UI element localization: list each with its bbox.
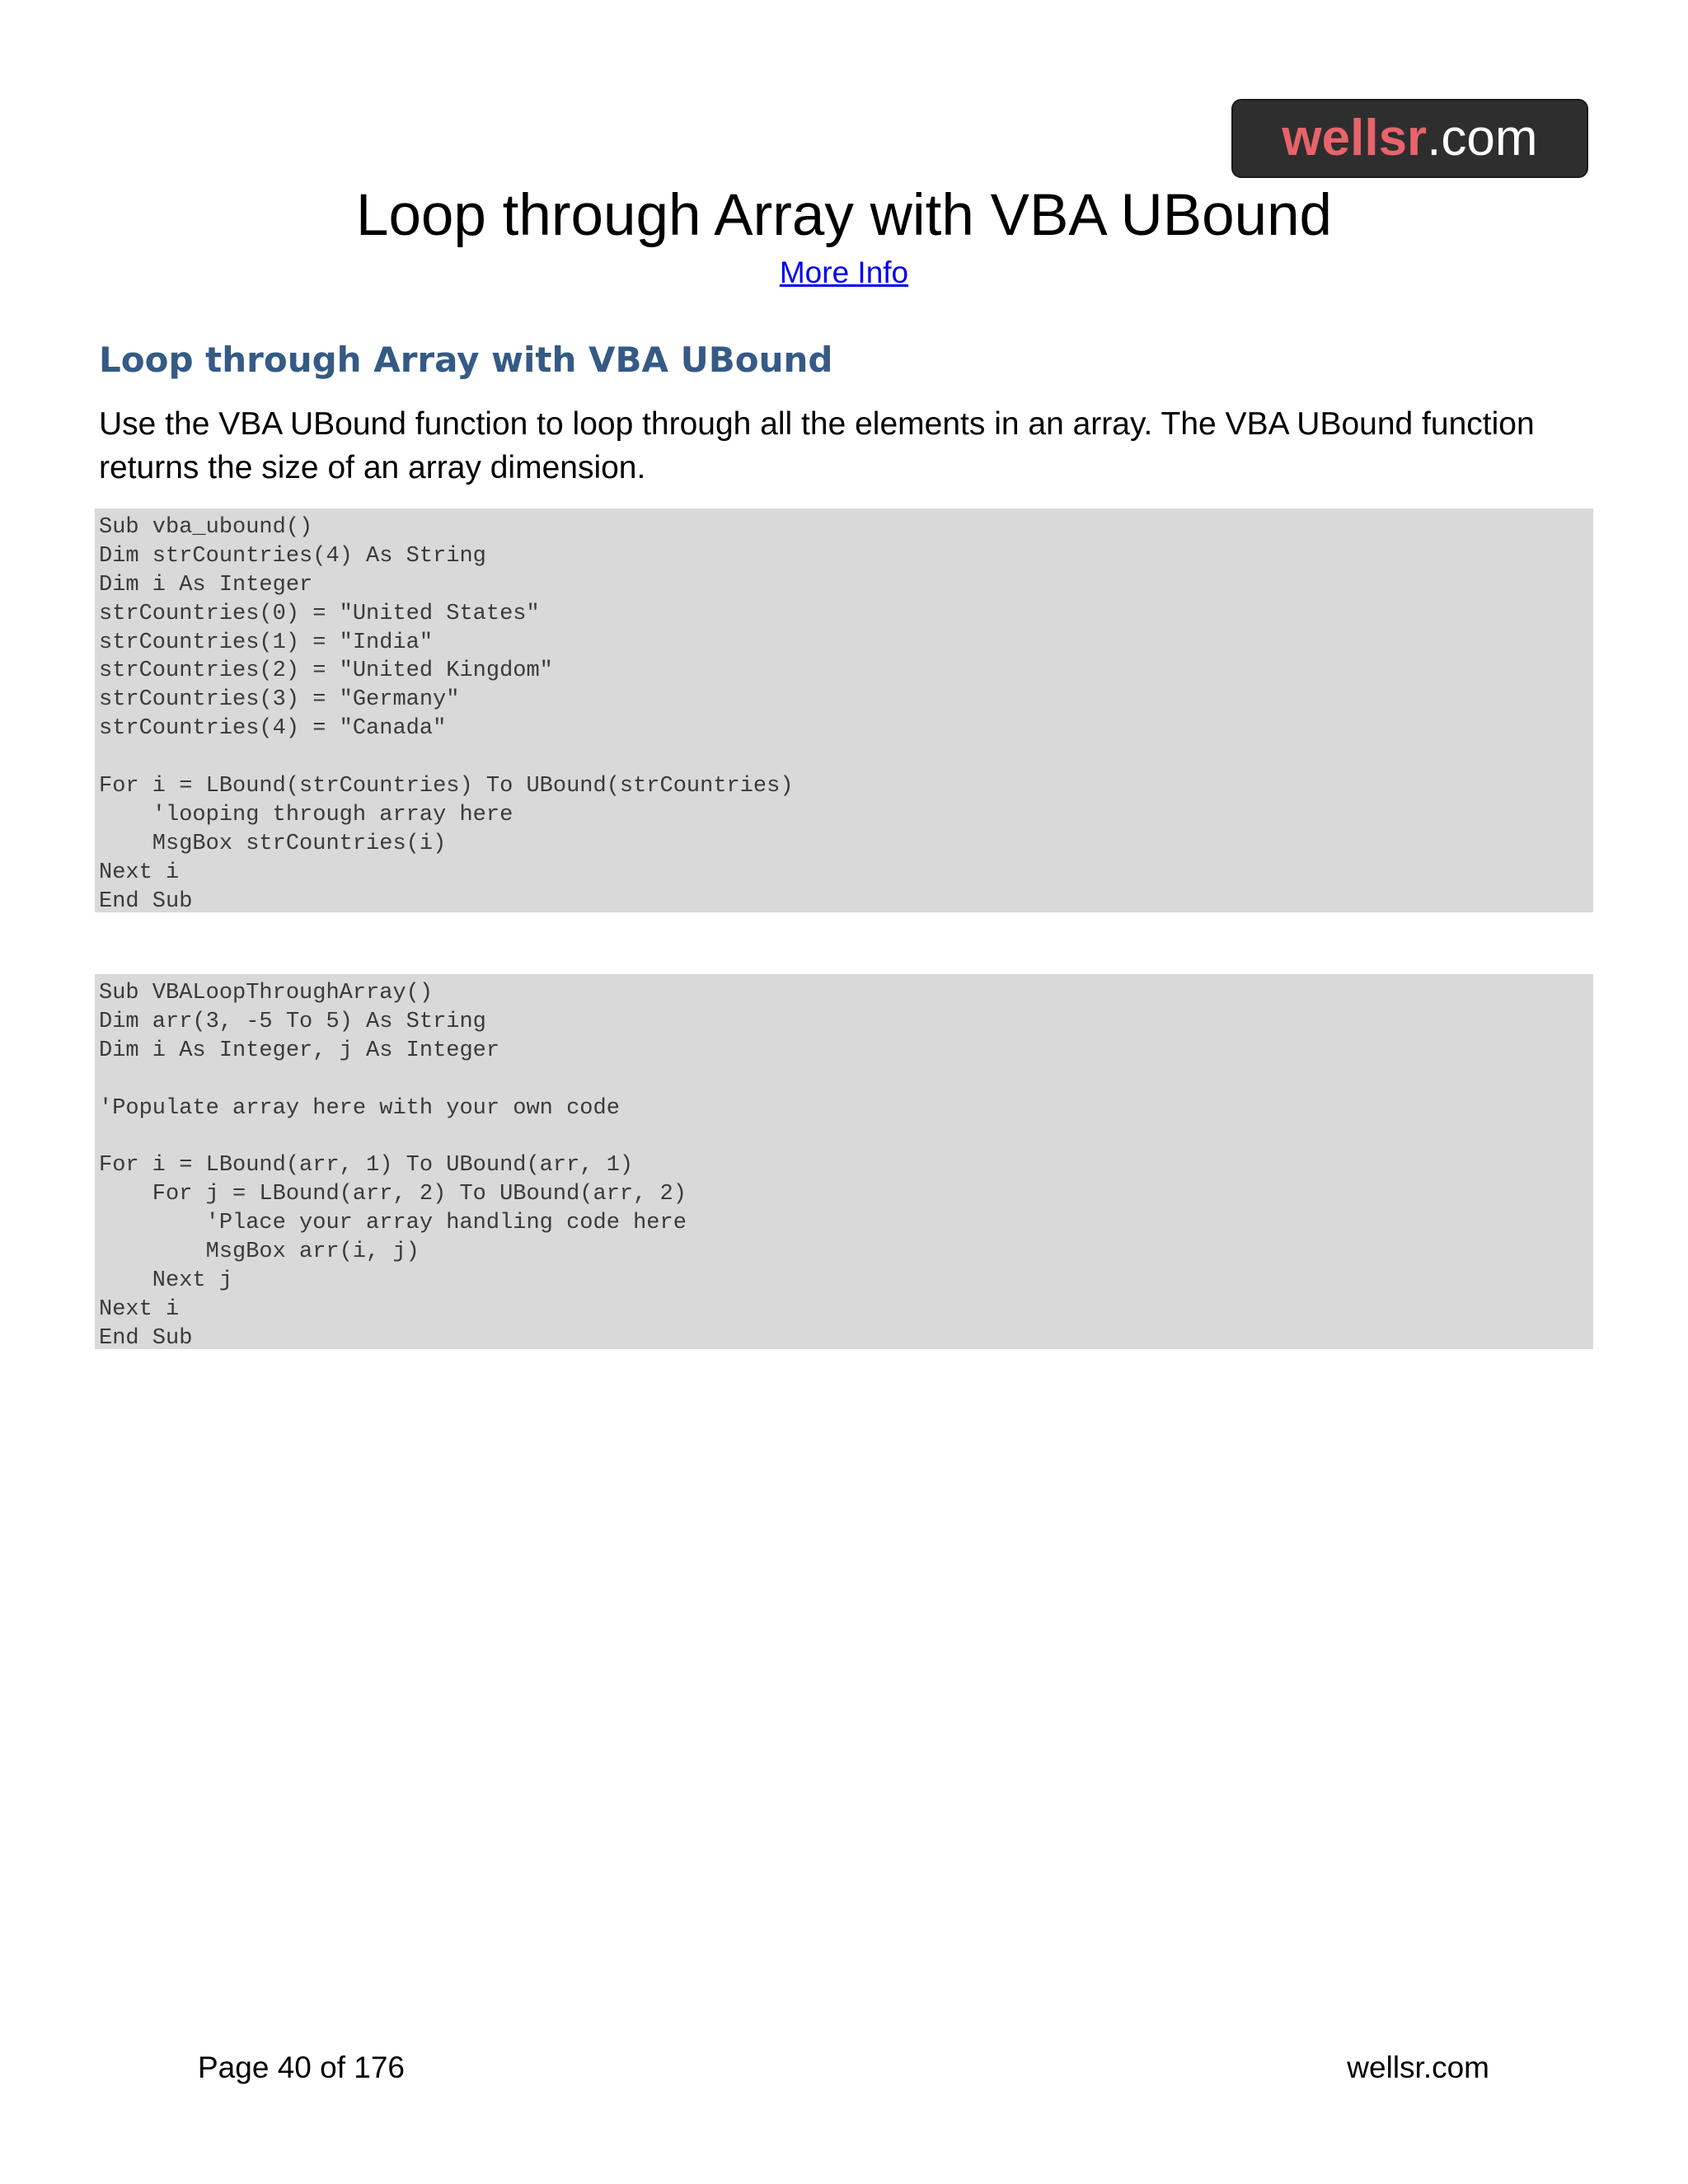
wellsr-logo xyxy=(1231,99,1588,178)
code-line: Dim i As Integer, j As Integer xyxy=(99,1038,500,1063)
section-heading: Loop through Array with VBA UBound xyxy=(99,340,833,380)
code-line: strCountries(2) = "United Kingdom" xyxy=(99,658,553,684)
logo-brand-text: wellsr xyxy=(1282,110,1428,166)
code-line: Sub vba_ubound() xyxy=(99,515,313,540)
more-info-container xyxy=(0,252,1688,293)
code-line: Dim arr(3, -5 To 5) As String xyxy=(99,1009,486,1034)
page-number: Page 40 of 176 xyxy=(198,2050,405,2084)
code-line: Next i xyxy=(99,1296,180,1322)
code-line: For i = LBound(arr, 1) To UBound(arr, 1) xyxy=(99,1153,634,1179)
code-line: 'Populate array here with your own code xyxy=(99,1095,620,1121)
code-line: strCountries(4) = "Canada" xyxy=(99,716,447,742)
footer-site: wellsr.com xyxy=(1347,2050,1489,2084)
code-line xyxy=(99,1122,1589,1151)
code-line: MsgBox strCountries(i) xyxy=(99,831,447,856)
code-line: Dim strCountries(4) As String xyxy=(99,543,486,569)
code-line: Next i xyxy=(99,860,180,885)
code-line: For i = LBound(strCountries) To UBound(strCountries) xyxy=(99,774,794,799)
code-line: For j = LBound(arr, 2) To UBound(arr, 2) xyxy=(99,1182,687,1207)
code-line: Dim i As Integer xyxy=(99,572,313,598)
code-line xyxy=(99,1066,1589,1094)
code-line: MsgBox arr(i, j) xyxy=(99,1240,420,1265)
more-info-link[interactable]: More Info xyxy=(779,255,909,289)
logo-tld-text: .com xyxy=(1427,110,1538,166)
code-line: strCountries(3) = "Germany" xyxy=(99,687,460,713)
code-line: strCountries(1) = "India" xyxy=(99,630,434,655)
code-line: strCountries(0) = "United States" xyxy=(99,601,540,626)
code-line: Next j xyxy=(99,1268,233,1293)
code-line xyxy=(99,743,1589,772)
code-line: End Sub xyxy=(99,1325,193,1351)
page-title: Loop through Array with VBA UBound xyxy=(355,183,1333,248)
code-block-vba-ubound xyxy=(95,509,1593,912)
code-line: 'Place your array handling code here xyxy=(99,1211,687,1236)
code-block-loop-through-array xyxy=(95,974,1593,1349)
code-line: Sub VBALoopThroughArray() xyxy=(99,981,434,1005)
code-line: 'looping through array here xyxy=(99,802,513,827)
code-line: End Sub xyxy=(99,888,193,914)
intro-paragraph: Use the VBA UBound function to loop through all the elements in an array. The VBA UBound function returns the size of an array dimension. xyxy=(99,406,1535,485)
